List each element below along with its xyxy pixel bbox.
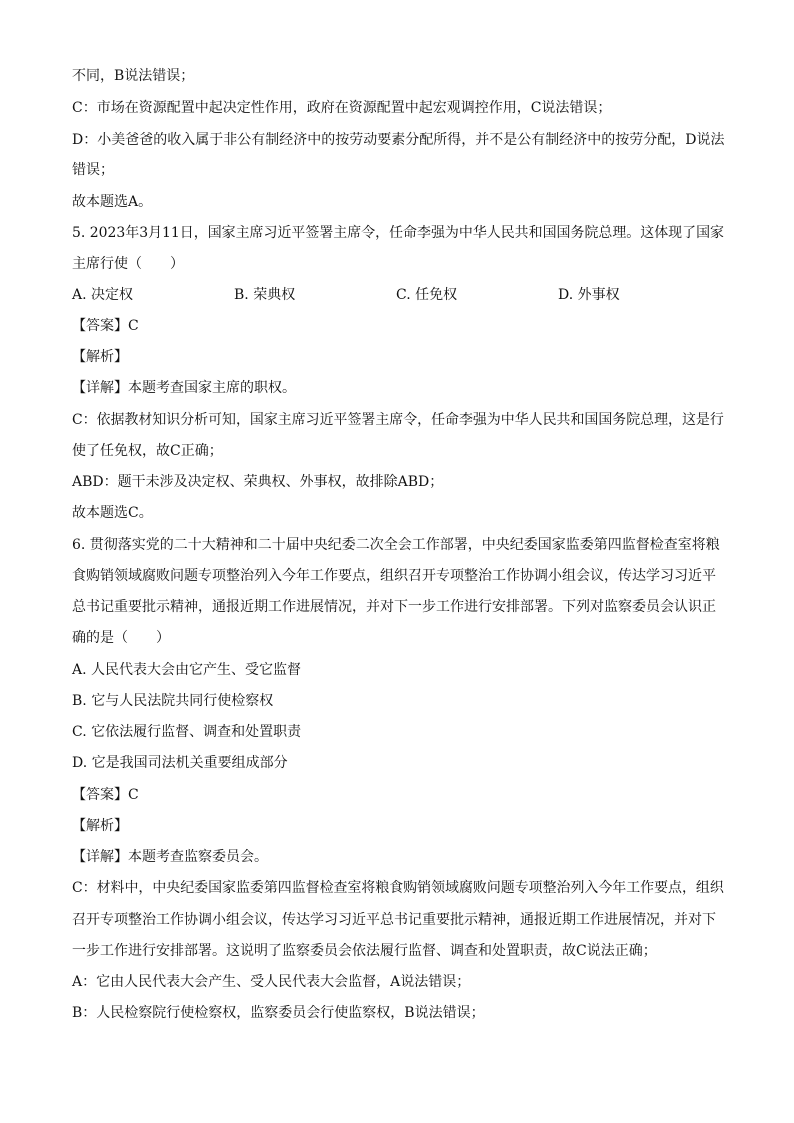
text-line: A：它由人民代表大会产生、受人民代表大会监督，A说法错误； xyxy=(72,974,471,990)
question-6-stem: 食购销领域腐败问题专项整治列入今年工作要点，组织召开专项整治工作协调小组会议，传达学习习近平 xyxy=(72,568,716,584)
option-c: C. 它依法履行监督、调查和处置职责 xyxy=(72,724,302,740)
text-line: 故本题选A。 xyxy=(72,194,153,210)
text-line: 使了任免权，故C正确； xyxy=(72,443,223,459)
question-5-stem: 5. 2023年3月11日，国家主席习近平签署主席令，任命李强为中华人民共和国国务院总理。这体现了国家 xyxy=(72,225,724,241)
text-line: 故本题选C。 xyxy=(72,505,153,521)
option-d: D. 外事权 xyxy=(558,287,620,303)
option-a: A. 人民代表大会由它产生、受它监督 xyxy=(72,662,302,678)
option-c: C. 任免权 xyxy=(396,287,458,303)
answer-label: 【答案】C xyxy=(72,787,139,803)
question-5-stem: 主席行使（ ） xyxy=(72,256,184,272)
answer-label: 【答案】C xyxy=(72,318,139,334)
text-line: D：小美爸爸的收入属于非公有制经济中的按劳动要素分配所得，并不是公有制经济中的按劳分配，D说法 xyxy=(72,132,725,148)
text-line: 召开专项整治工作协调小组会议，传达学习习近平总书记重要批示精神，通报近期工作进展情况，并对下 xyxy=(72,912,716,928)
text-line: 一步工作进行安排部署。这说明了监察委员会依法履行监督、调查和处置职责，故C说法正确； xyxy=(72,943,657,959)
analysis-label: 【解析】 xyxy=(72,818,128,834)
text-line: C：市场在资源配置中起决定性作用，政府在资源配置中起宏观调控作用，C说法错误； xyxy=(72,100,612,116)
text-line: 错误； xyxy=(72,162,114,178)
detail-text: 【详解】本题考查监察委员会。 xyxy=(72,849,268,865)
question-6-stem: 确的是（ ） xyxy=(72,630,170,646)
text-line: ABD：题干未涉及决定权、荣典权、外事权，故排除ABD； xyxy=(72,474,444,490)
text-line: C：依据教材知识分析可知，国家主席习近平签署主席令，任命李强为中华人民共和国国务院总理，这是行 xyxy=(72,412,724,428)
option-a: A. 决定权 xyxy=(72,287,134,303)
option-b: B. 荣典权 xyxy=(234,287,296,303)
analysis-label: 【解析】 xyxy=(72,349,128,365)
text-line: C：材料中，中央纪委国家监委第四监督检查室将粮食购销领域腐败问题专项整治列入今年工作要点，组织 xyxy=(72,880,724,896)
question-6-stem: 6. 贯彻落实党的二十大精神和二十届中央纪委二次全会工作部署，中央纪委国家监委第四监督检查室将粮 xyxy=(72,537,720,553)
text-line: 不同，B说法错误； xyxy=(72,68,195,84)
question-6-stem: 总书记重要批示精神，通报近期工作进展情况，并对下一步工作进行安排部署。下列对监察委员会认识正 xyxy=(72,599,716,615)
question-5-options xyxy=(72,285,724,305)
option-b: B. 它与人民法院共同行使检察权 xyxy=(72,693,274,709)
detail-text: 【详解】本题考查国家主席的职权。 xyxy=(72,380,296,396)
text-line: B：人民检察院行使检察权，监察委员会行使监察权，B说法错误； xyxy=(72,1005,485,1021)
option-d: D. 它是我国司法机关重要组成部分 xyxy=(72,755,288,771)
